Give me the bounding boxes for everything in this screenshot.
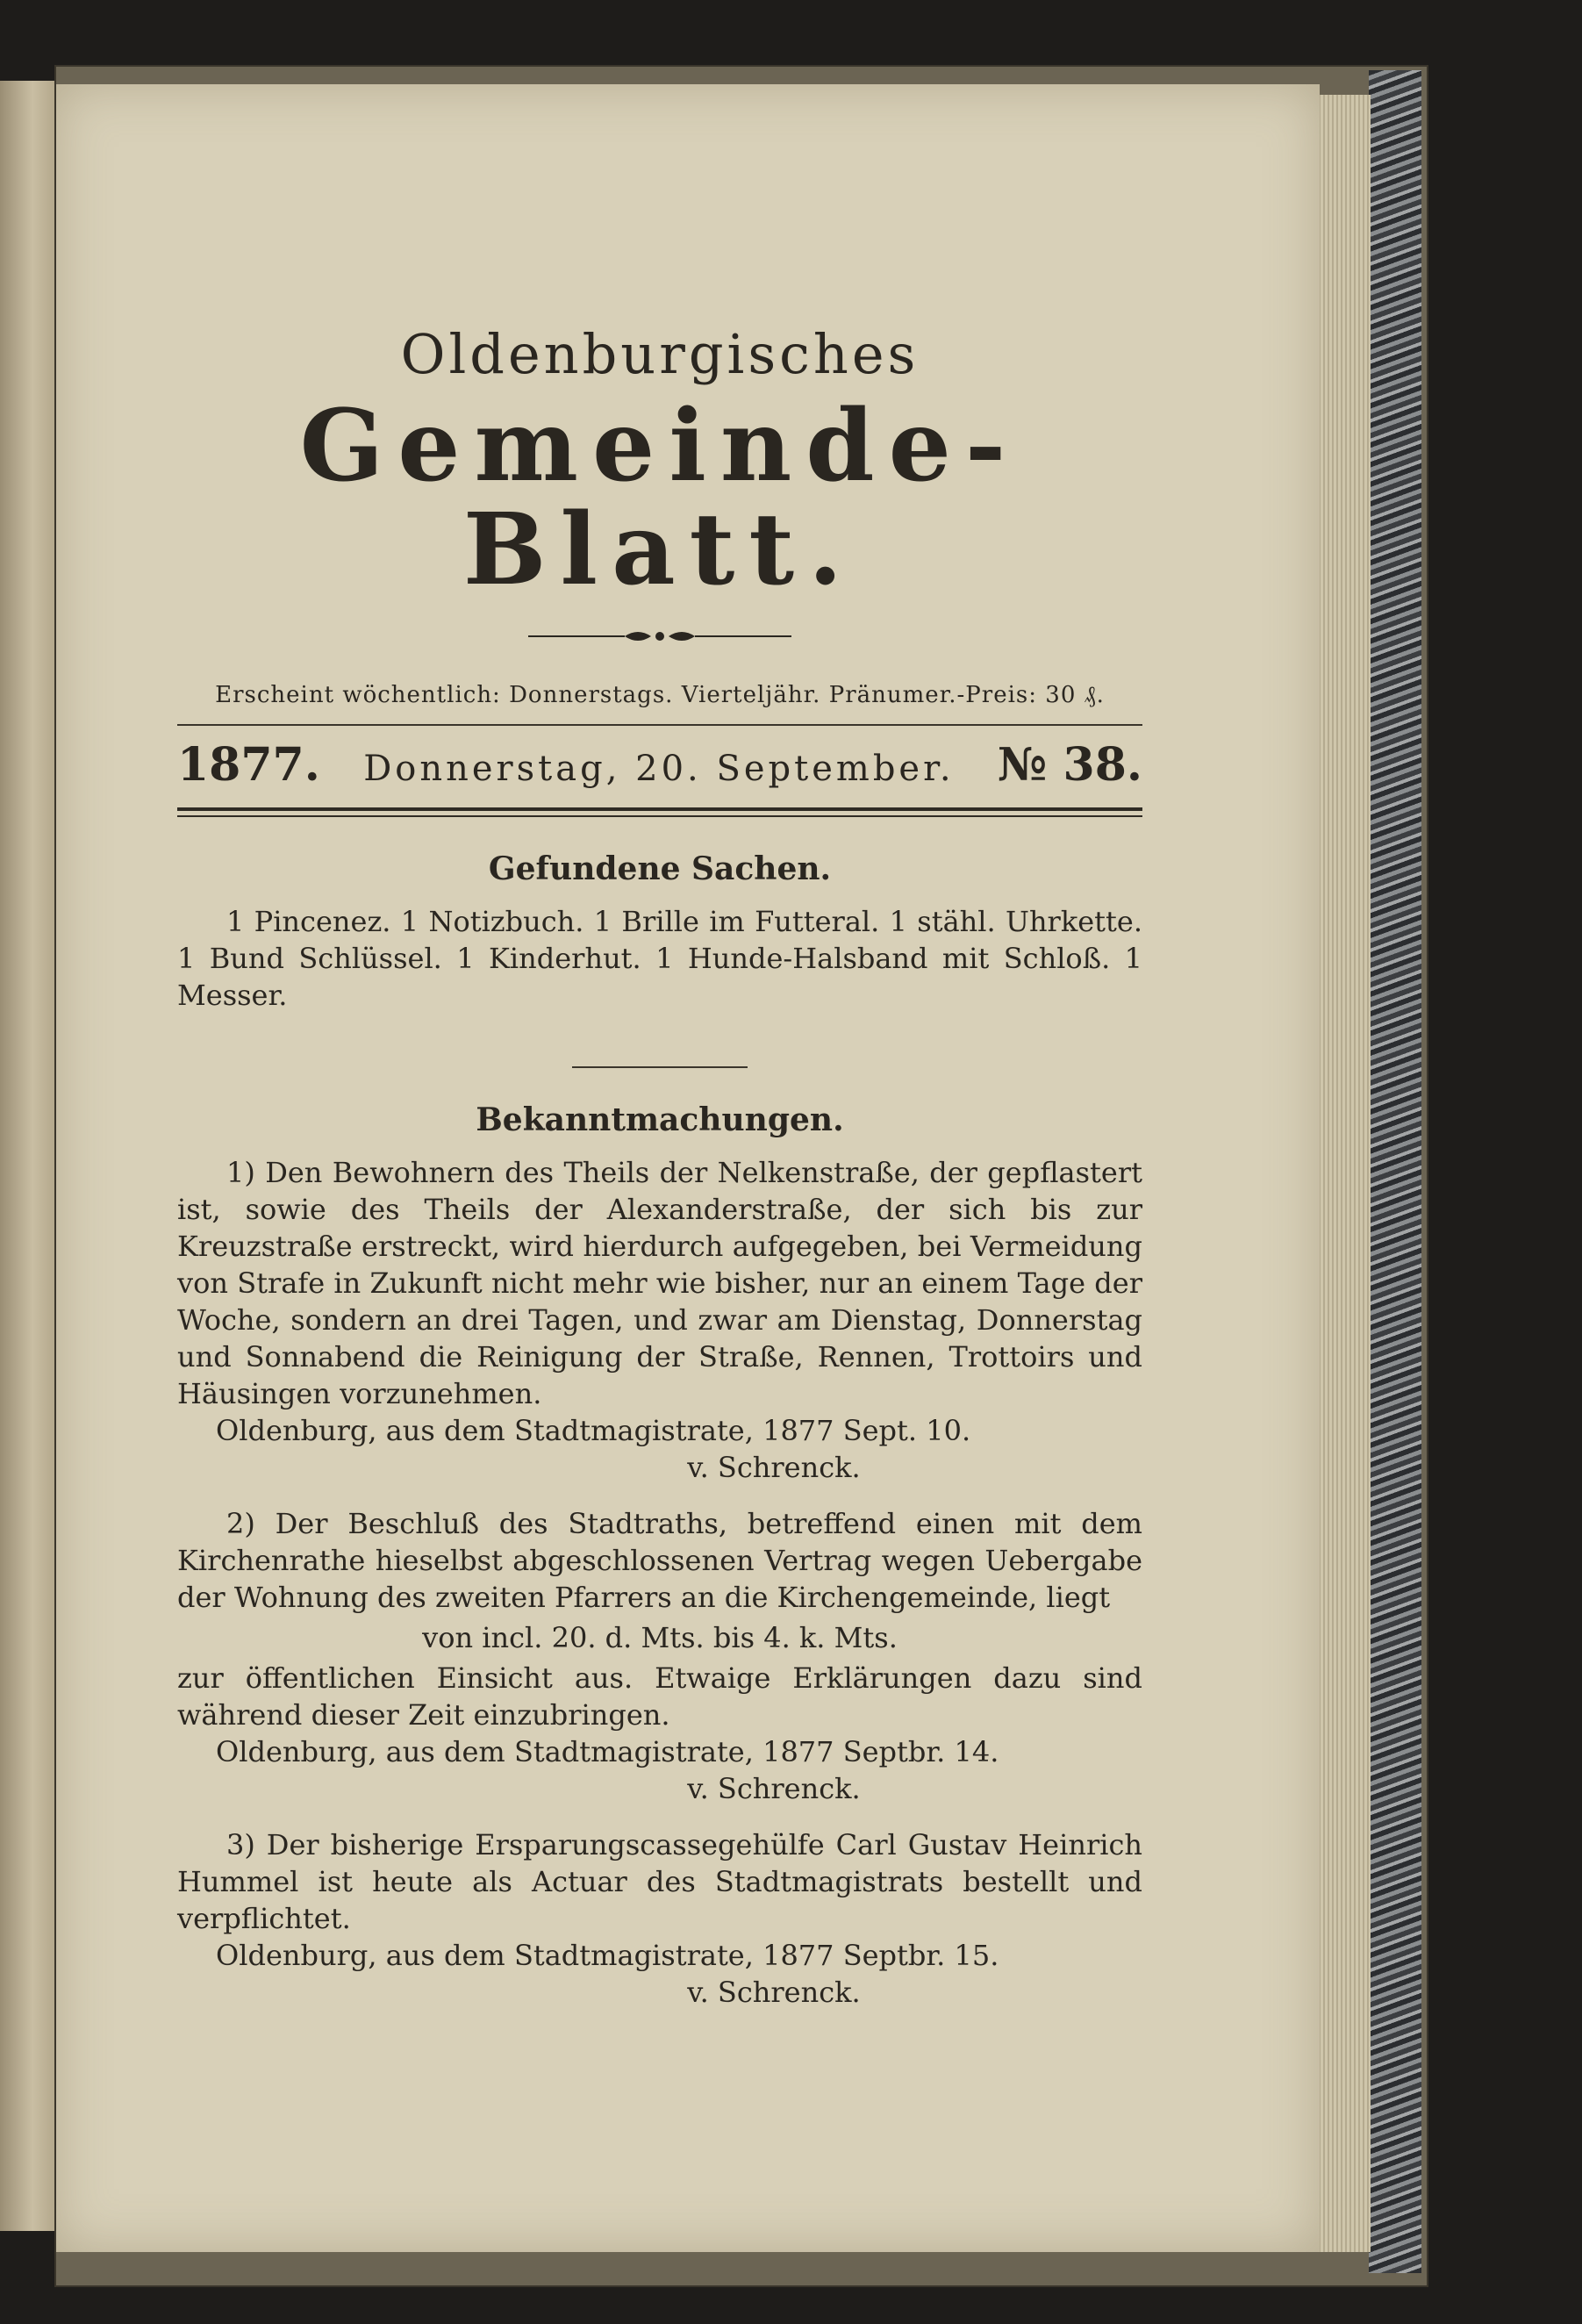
over-title: Oldenburgisches [400,322,920,386]
issue-year: 1877. [177,738,320,793]
notice-3-text: 3) Der bisherige Ersparungscassegehülfe Carl Gustav Heinrich Hummel ist heute als Actuar des Stadtmagistrats bestellt und verpflichtet. [177,1828,1142,1936]
notice-1-text: 1) Den Bewohnern des Theils der Nelkenstraße, der gepflastert ist, sowie des Theils der Alexanderstraße, der sich bis zur Kreuzstraße erstreckt, wird hierdurch aufgegeben, bei Vermeidung von Strafe in Zukunft nicht mehr wie bisher, nur an einem Tage der Woche, sondern an drei Tagen, und zwar am Dienstag, Donnerstag und Sonnabend die Reinigung der Straße, Rennen, Trottoirs und Häusingen vorzunehmen. [177,1156,1142,1411]
notices-heading: Bekanntmachungen. [476,1101,844,1139]
notice-2-place: Oldenburg, aus dem Stadtmagistrate, 1877 Septbr. 14. [216,1735,999,1769]
notice-2-text-cont: zur öffentlichen Einsicht aus. Etwaige Erklärungen dazu sind während dieser Zeit einzubringen. [177,1661,1142,1732]
left-page-edge [0,81,57,2231]
notice-2-period: von incl. 20. d. Mts. bis 4. k. Mts. [422,1621,898,1655]
issue-number: № 38. [997,738,1142,793]
notice-3-signature: v. Schrenck. [687,1976,861,2010]
page-content [177,238,1142,2011]
section-divider [572,1066,748,1068]
main-title: Gemeinde-Blatt. [299,389,1020,607]
page-edges [1316,95,1371,2252]
ornament-divider-icon [528,626,791,647]
notice-1-signature: v. Schrenck. [687,1451,861,1485]
issue-date: Donnerstag, 20. September. [363,749,955,790]
found-items-text: 1 Pincenez. 1 Notizbuch. 1 Brille im Futteral. 1 stähl. Uhrkette. 1 Bund Schlüssel. 1 Kinderhut. 1 Hunde-Halsband mit Schloß. 1 Messer. [177,905,1142,1013]
notice-3-place: Oldenburg, aus dem Stadtmagistrate, 1877 Septbr. 15. [216,1939,999,1973]
notice-1-place: Oldenburg, aus dem Stadtmagistrate, 1877 Sept. 10. [216,1414,971,1448]
found-items-heading: Gefundene Sachen. [488,850,832,888]
rule-thin [177,724,1142,726]
document-page [56,84,1320,2252]
publication-subline: Erscheint wöchentlich: Donnerstags. Vierteljähr. Pränumer.-Preis: 30 ₰. [215,682,1105,709]
notice-2-text: 2) Der Beschluß des Stadtraths, betreffend einen mit dem Kirchenrathe hieselbst abgeschlossenen Vertrag wegen Uebergabe der Wohnung des zweiten Pfarrers an die Kirchengemeinde, liegt [177,1507,1142,1615]
dateline [177,738,1142,792]
rule-double [177,807,1142,817]
notice-2-signature: v. Schrenck. [687,1772,861,1806]
book-spine [1369,70,1421,2273]
